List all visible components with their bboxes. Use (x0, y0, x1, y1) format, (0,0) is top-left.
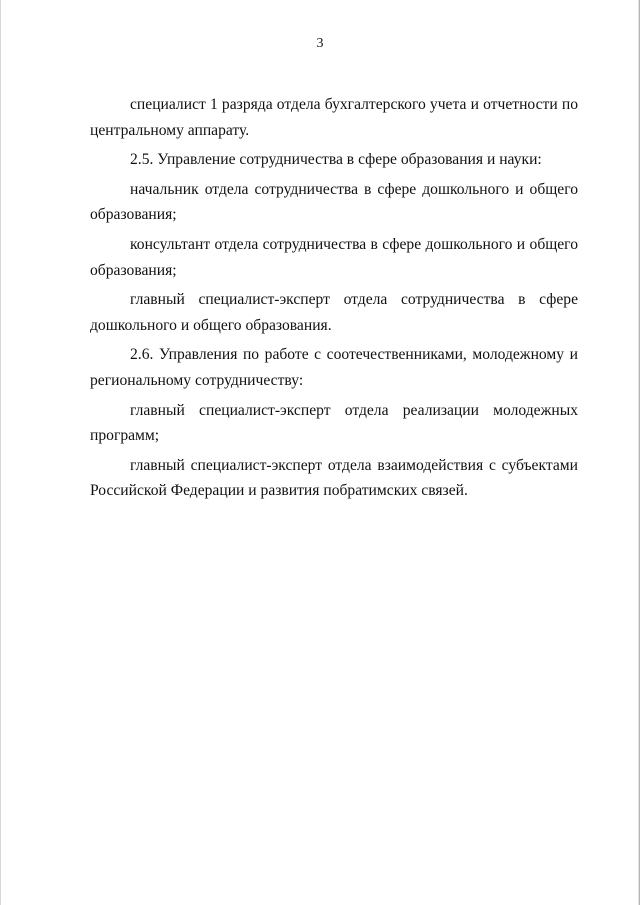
paragraph-head-of-department: начальник отдела сотрудничества в сфере дошкольного и общего образования; (90, 180, 578, 224)
paragraph-accounting-specialist: специалист 1 разряда отдела бухгалтерского учета и отчетности по центральному аппарату. (90, 96, 578, 139)
scan-edge-left (0, 0, 1, 905)
paragraph-section-2-6-heading: 2.6. Управления по работе с соотечественниками, молодежному и региональному сотрудничеству: (90, 346, 578, 389)
page-number: 3 (316, 36, 324, 51)
paragraph-chief-specialist-education: главный специалист-эксперт отдела сотрудничества в сфере дошкольного и общего образования. (90, 291, 578, 334)
paragraph-consultant: консультант отдела сотрудничества в сфере дошкольного и общего образования; (90, 235, 578, 279)
document-body (90, 92, 578, 508)
paragraph-section-2-5-heading: 2.5. Управление сотрудничества в сфере образования и науки: (130, 151, 542, 169)
paragraph-chief-specialist-youth: главный специалист-эксперт отдела реализации молодежных программ; (90, 401, 578, 445)
paragraph-chief-specialist-regions: главный специалист-эксперт отдела взаимодействия с субъектами Российской Федерации и развития побратимских связей. (90, 456, 578, 500)
